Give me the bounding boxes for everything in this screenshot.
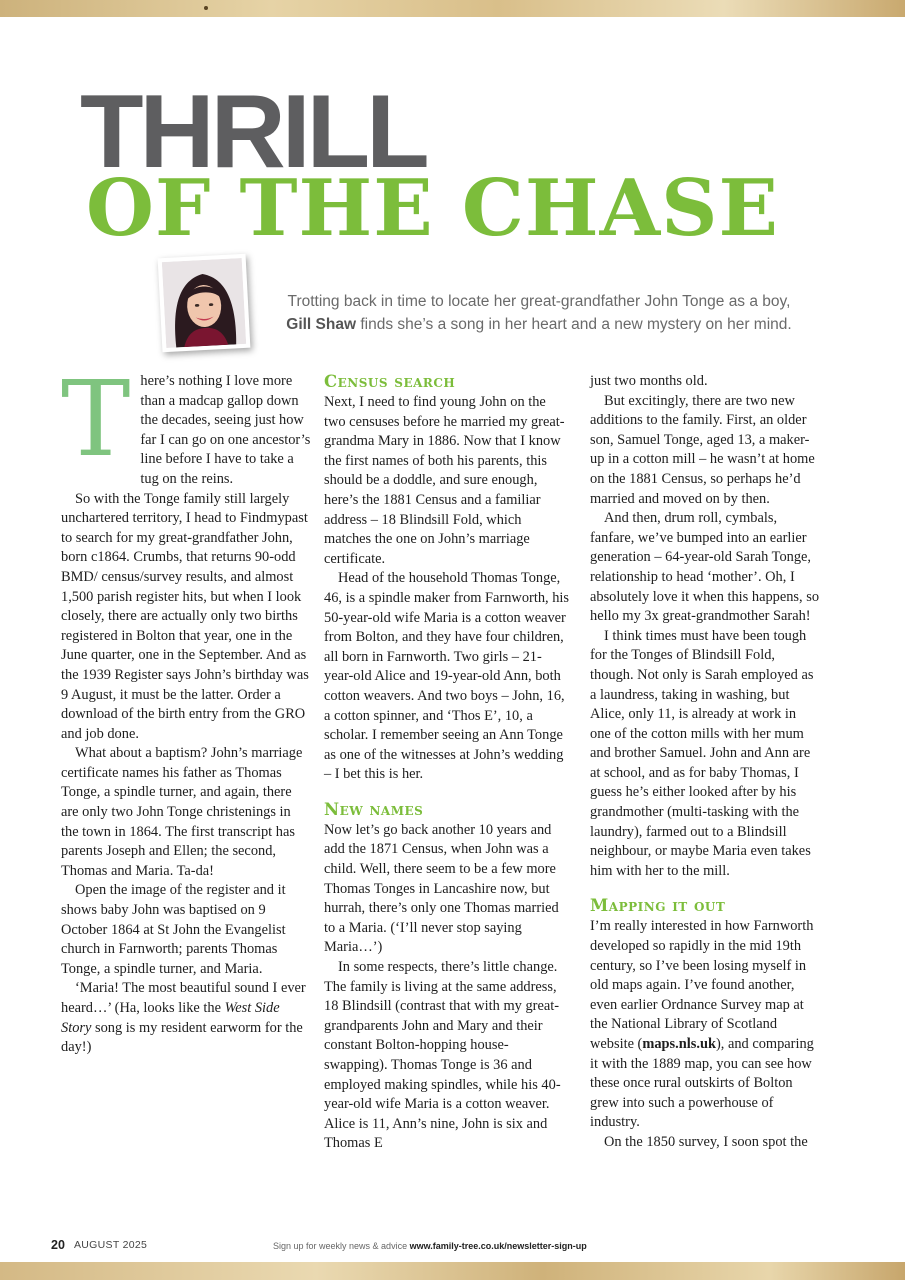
page-number: 20 bbox=[51, 1238, 65, 1252]
subheading-new-names: New names bbox=[324, 799, 424, 819]
paragraph: I think times must have been tough for the Tonges of Blindsill Fold, though. Not only is Sarah employed as a laundress, taking in washing, but Alice, only 11, is already at work in one of the cotton mills with her mum and brother Samuel. John and Ann are at school, and as for baby Thomas, I guess he’s either looked after by his grandmother (multi-tasking with the laundry), farmed out to a Blindsill neighbour, or maybe Maria even takes him with her to the mill. bbox=[590, 627, 814, 879]
paragraph: Next, I need to find young John on the two censuses before he married my great-grandma Mary in 1886. Now that I know the first names of both his parents, this should be a doddle, and sure enough, here’s the 1881 Census and a familiar address – 18 Blindsill Fold, which matches the one on John’s marriage certificate. bbox=[324, 394, 565, 567]
website-reference: maps.nls.uk bbox=[642, 1036, 716, 1052]
top-parchment-border bbox=[0, 0, 905, 17]
article-column-2 bbox=[324, 372, 570, 1154]
author-name: Gill Shaw bbox=[286, 316, 357, 333]
headline-line-1: THRILL bbox=[80, 74, 426, 190]
headline-line-2: OF THE CHASE bbox=[86, 163, 779, 254]
paragraph: But excitingly, there are two new additions to the family. First, an older son, Samuel Tonge, aged 13, a maker-up in a cotton mill – he wasn’t at home on the 1881 Census, so perhaps he’d married and moved on by then. bbox=[590, 392, 815, 507]
standfirst-line-1: Trotting back in time to locate her great-grandfather John Tonge as a boy, bbox=[287, 293, 791, 310]
paragraph: Now let’s go back another 10 years and add the 1871 Census, when John was a child. Well, there seem to be a few more Thomas Tonges in Lancashire now, but hurrah, there’s only one Thomas married to a Maria. (‘I’ll never stop saying Maria…’) bbox=[324, 821, 559, 956]
standfirst bbox=[256, 290, 822, 336]
newsletter-signup-link[interactable]: www.family-tree.co.uk/newsletter-sign-up bbox=[409, 1241, 587, 1251]
paragraph: In some respects, there’s little change. The family is living at the same address, 18 Blindsill (contrast that with my great-grandparents John and Mary and their constant Bolton-hopping house-swapping). Thomas Tonge is 36 and employed making spindles, while his 40-year-old wife Maria is a cotton weaver. Alice is 11, Ann’s nine, John is six and Thomas E bbox=[324, 959, 561, 1152]
author-photo bbox=[158, 254, 251, 352]
subheading-mapping-it-out: Mapping it out bbox=[590, 896, 726, 916]
paragraph: just two months old. bbox=[590, 373, 708, 389]
paragraph: ‘Maria! The most beautiful sound I ever heard…’ (Ha, looks like the West Side Story song is my resident earworm for the day!) bbox=[61, 980, 306, 1056]
subheading-census-search: Census search bbox=[324, 372, 456, 391]
paragraph: What about a baptism? John’s marriage certificate names his father as Thomas Tonge, a spindle turner, and again, there are only two John Tonge christenings in the town in 1864. The first transcript has parents Joseph and Ellen; the second, Thomas and Maria. Ta-da! bbox=[61, 745, 303, 879]
newsletter-signup-text: Sign up for weekly news & advice www.family-tree.co.uk/newsletter-sign-up bbox=[273, 1241, 587, 1251]
page-footer bbox=[0, 1238, 905, 1256]
paragraph: Open the image of the register and it shows baby John was baptised on 9 October 1864 at St John the Evangelist church in Farnworth; parents Thomas Tonge, a spindle turner, and Maria. bbox=[61, 882, 286, 977]
paragraph: There’s nothing I love more than a madcap gallop down the decades, seeing just how far I can go on one ancestor’s line before I have to take a tug on the reins. bbox=[61, 358, 311, 487]
emphasis-title: West Side Story bbox=[61, 1000, 280, 1036]
issue-date: AUGUST 2025 bbox=[74, 1239, 148, 1251]
paragraph: On the 1850 survey, I soon spot the bbox=[604, 1133, 808, 1150]
article-column-1 bbox=[61, 358, 311, 1058]
bottom-parchment-border bbox=[0, 1262, 905, 1280]
standfirst-line-2: finds she’s a song in her heart and a new mystery on her mind. bbox=[356, 316, 792, 333]
drop-cap: T bbox=[61, 358, 131, 480]
paragraph: And then, drum roll, cymbals, fanfare, we’ve bumped into an earlier generation – 64-year-old Sarah Tonge, relationship to head ‘mother’. Oh, I absolutely love it when this happens, so hello my 3x great-grandmother Sarah! bbox=[590, 510, 820, 625]
paragraph: So with the Tonge family still largely unchartered territory, I head to Findmypast to search for my great-grandfather John, born c1864. Crumbs, that returns 90-odd BMD/ census/survey results, and almost 1,500 parish register hits, but when I look closely, there are actually only two births registered in Bolton that year, one in the June quarter, one in the September. And as the 1939 Register says John’s birthday was 9 August, it must be the latter. Order a download of the birth entry from the GRO and job done. bbox=[61, 490, 309, 742]
article-column-3 bbox=[590, 372, 820, 1153]
paragraph: I’m really interested in how Farnworth developed so rapidly in the mid 19th century, so I’ve been losing myself in old maps again. I’ve found another, even earlier Ordnance Survey map at the National Library of Scotland website (maps.nls.uk), and comparing it with the 1889 map, you can see how these once rural outskirts of Bolton grew into such a powerhouse of industry. bbox=[590, 918, 814, 1131]
parchment-speck bbox=[204, 6, 208, 10]
author-portrait-image bbox=[162, 258, 246, 348]
paragraph: Head of the household Thomas Tonge, 46, is a spindle maker from Farnworth, his 50-year-old wife Maria is a cotton weaver from Bolton, and they have four children, all born in Farnworth. Two girls – 21-year-old Alice and 19-year-old Ann, both cotton weavers. And two boys – John, 16, a cotton spinner, and ‘Thos E’, 10, a scholar. I remember seeing an Ann Tonge as one of the witnesses at John’s wedding – I bet this is her. bbox=[324, 570, 569, 783]
